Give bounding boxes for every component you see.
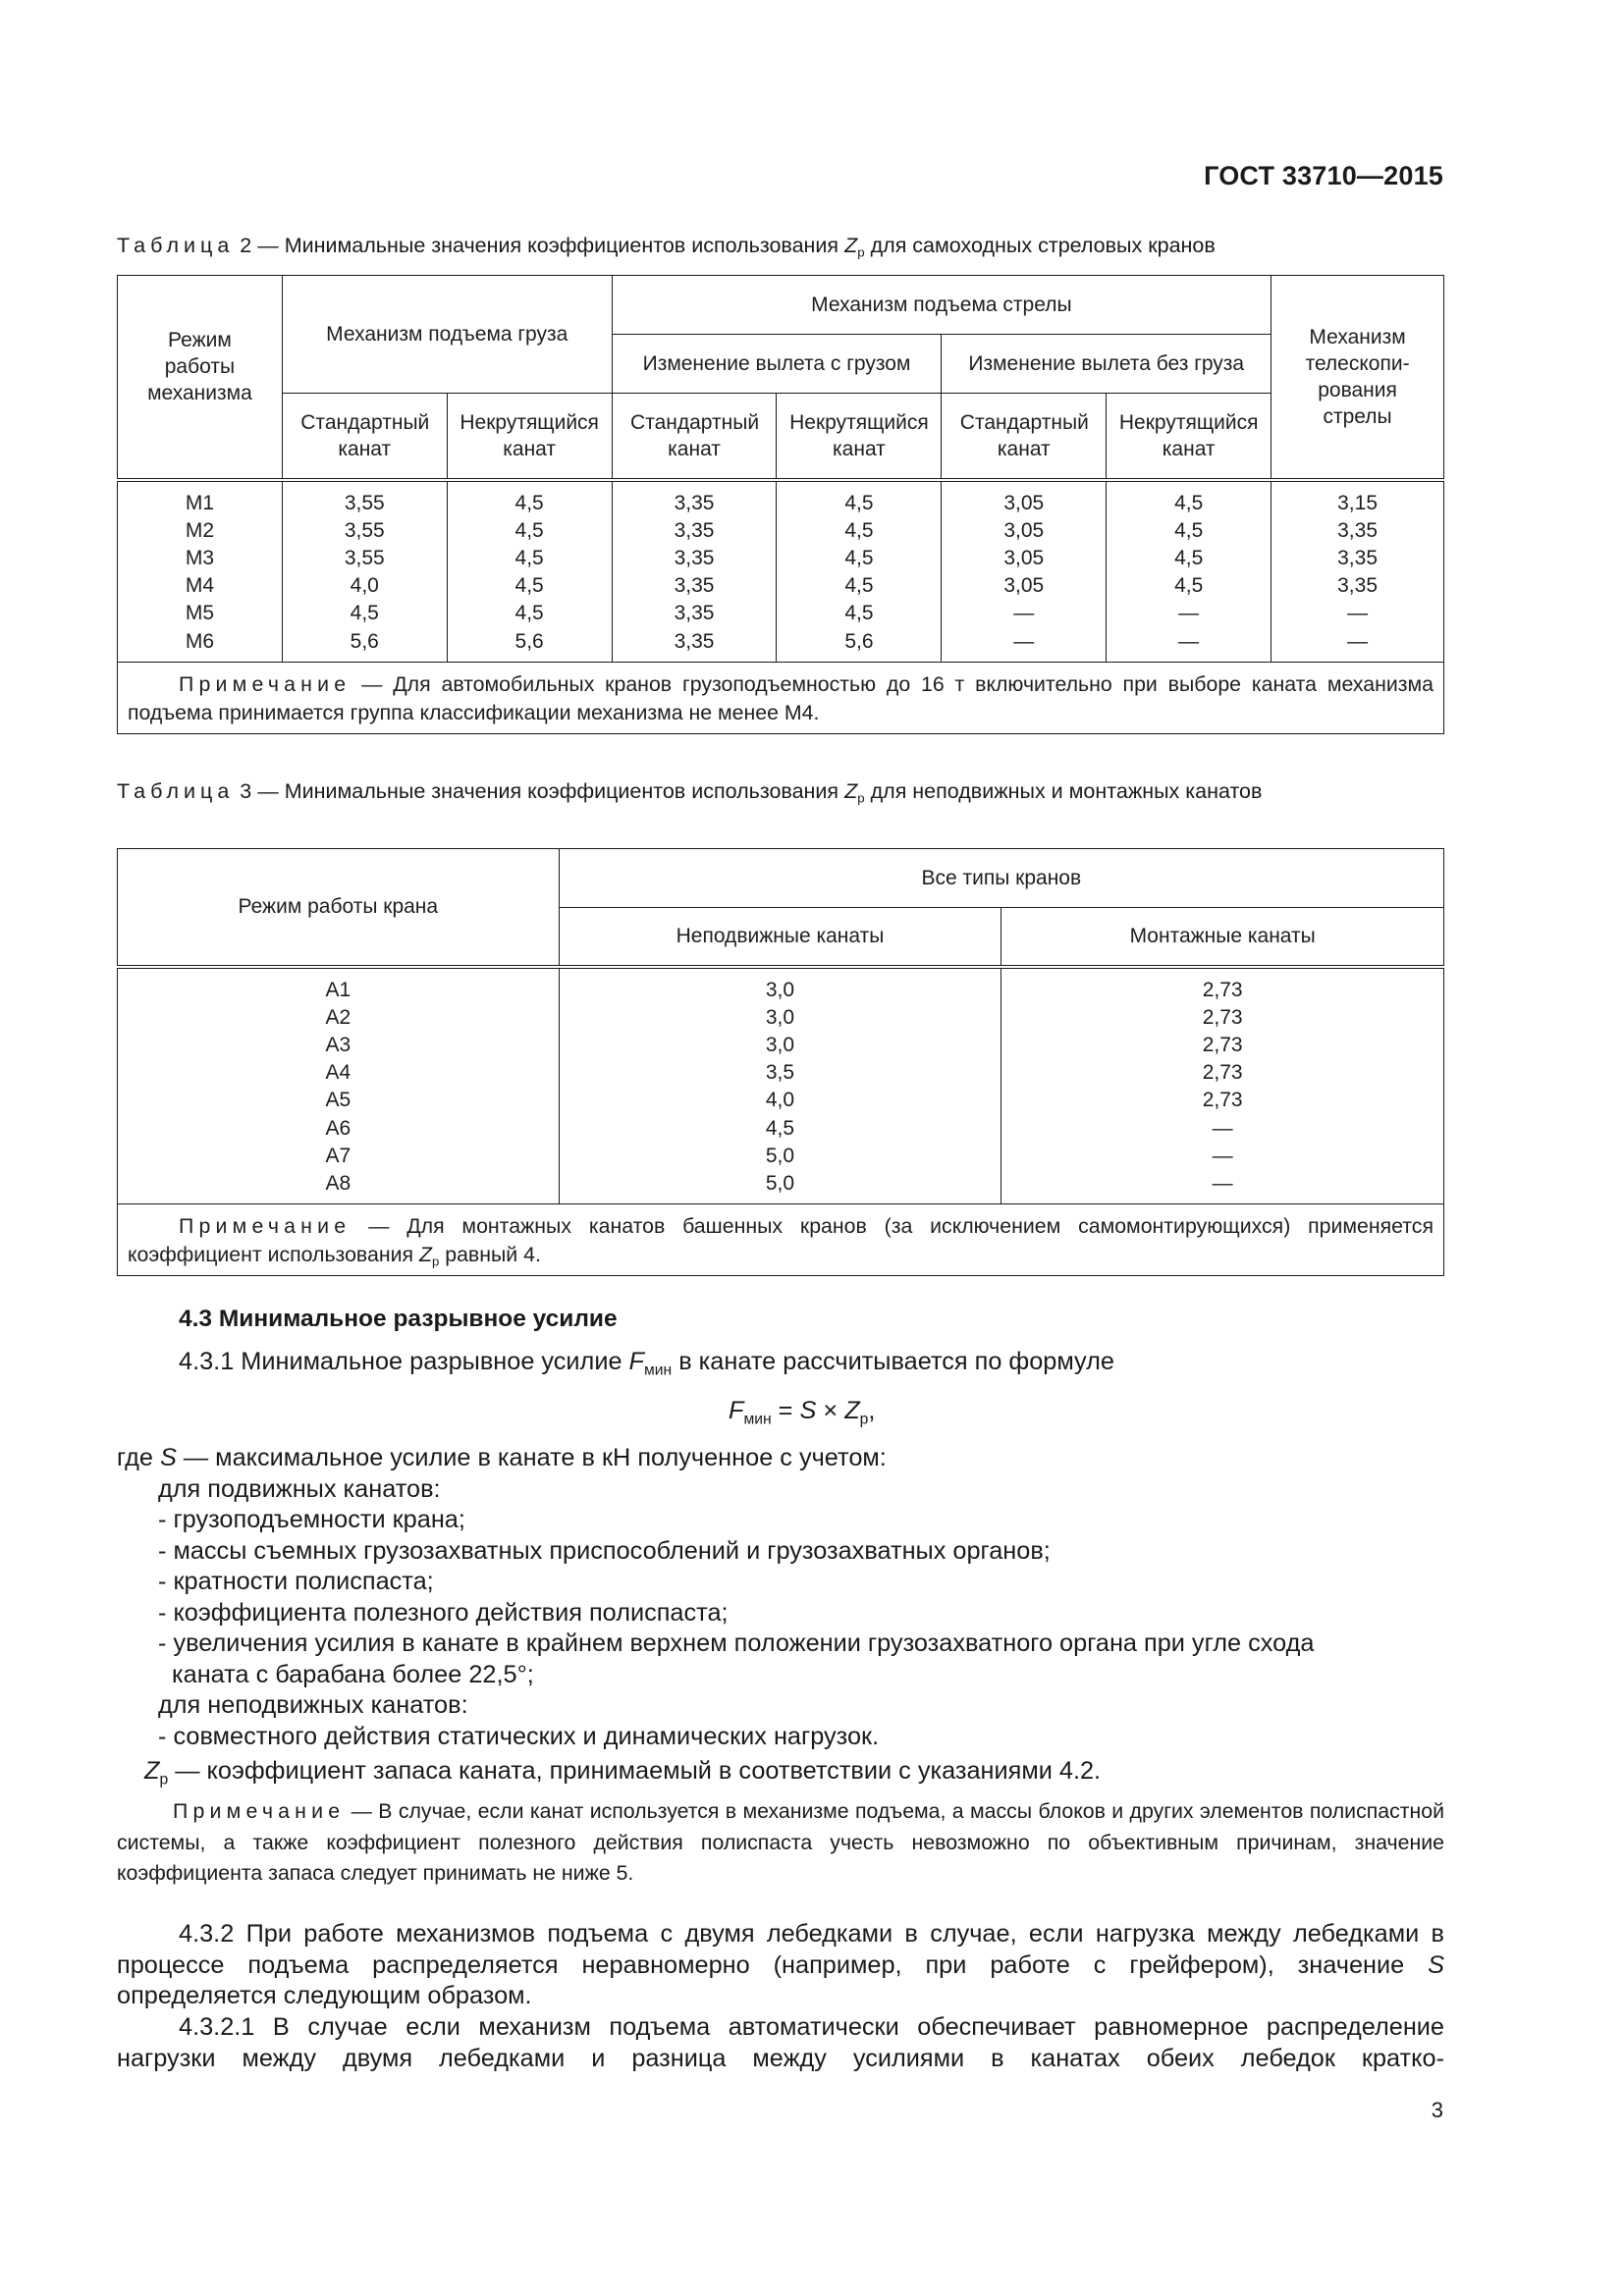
caption-text-end: для самоходных стреловых кранов [864, 234, 1216, 257]
fixed-ropes-label: для неподвижных канатов: [158, 1691, 468, 1719]
section-note: Примечание — В случае, если канат используется в механизме подъема, а массы блоков и других элементов полиспастной системы, а также коэффициент полезного действия полиспаста учесть невозможно по объективным причинам, значение коэффициента запаса следует принимать не ниже 5. [117, 1799, 1444, 1885]
section-heading-4-3: 4.3 Минимальное разрывное усилие [179, 1306, 618, 1332]
table-3 [117, 848, 1444, 1276]
table-2-note: Примечание — Для автомобильных кранов грузоподъемностью до 16 т включительно при выборе каната механизма подъема принимается группа классификации механизма не менее М4. [118, 662, 1444, 733]
header-reach-without-load: Изменение вылета без груза [942, 335, 1271, 394]
paragraph-4-3-1: 4.3.1 Минимальное разрывное усилие $F_{мин}$ в канате рассчитывается по формуле [179, 1348, 1114, 1379]
caption-text-end: для неподвижных и монтажных канатов [864, 779, 1263, 803]
column-reach-noload-nonrotating: 4,5 4,5 4,5 4,5 — — [1107, 480, 1271, 663]
caption-label: Таблица [117, 779, 235, 803]
column-reach-noload-standard: 3,05 3,05 3,05 3,05 — — [942, 480, 1107, 663]
symbol-z: Z [844, 234, 858, 257]
page-number: 3 [1431, 2098, 1443, 2122]
column-crane-mode: A1 A2 A3 A4 A5 A6 A7 A8 [118, 967, 560, 1204]
list-item: - грузоподъемности крана; [158, 1506, 465, 1533]
symbol-sub: p [857, 790, 865, 806]
formula: $F_{мин} = S \times Z_p$, [729, 1397, 876, 1428]
column-reach-load-standard: 3,35 3,35 3,35 3,35 3,35 3,35 [612, 480, 777, 663]
table-3-note: Примечание — Для монтажных канатов башенных кранов (за исключением самомонтирующихся) применяется коэффициент использования $Z_p$ равный 4. [118, 1204, 1444, 1276]
column-telescoping: 3,15 3,35 3,35 3,35 — — [1271, 480, 1444, 663]
moving-ropes-label: для подвижных канатов: [158, 1474, 441, 1503]
header-mode: Режим работы механизма [118, 276, 283, 480]
header-hoist-load: Механизм подъема груза [282, 276, 612, 394]
caption-text: — Минимальные значения коэффициентов использования [251, 779, 845, 803]
caption-text: — Минимальные значения коэффициентов использования [251, 234, 845, 257]
table-3-caption [117, 777, 1444, 806]
paragraph-4-3-2: 4.3.2 При работе механизмов подъема с двумя лебедками в случае, если нагрузка между лебедками в процессе подъема распределяется неравномерно (например, при работе с грейфером), значение S определяется следующим образом. [117, 1920, 1444, 2009]
header-standard-rope: Стандартный канат [282, 394, 447, 480]
list-item: - кратности полиспаста; [158, 1568, 434, 1595]
column-assembly-ropes: 2,73 2,73 2,73 2,73 2,73 — — — [1001, 967, 1444, 1204]
symbol-z: Z [844, 779, 858, 803]
list-item-continuation: каната с барабана более 22,5°; [172, 1660, 534, 1688]
header-all-crane-types: Все типы кранов [559, 849, 1443, 908]
column-hoist-standard: 3,55 3,55 3,55 4,0 4,5 5,6 [282, 480, 447, 663]
column-hoist-nonrotating: 4,5 4,5 4,5 4,5 4,5 5,6 [447, 480, 612, 663]
header-standard-rope: Стандартный канат [942, 394, 1107, 480]
standard-designation: ГОСТ 33710—2015 [1204, 161, 1443, 190]
caption-number: 2 [240, 234, 252, 257]
list-item: - коэффициента полезного действия полиспаста; [158, 1598, 729, 1627]
header-telescoping: Механизм телескопи-рования стрелы [1271, 276, 1444, 480]
symbol-sub: p [857, 244, 865, 260]
where-s-definition: где S — максимальное усилие в канате в кН полученное с учетом: [117, 1444, 887, 1471]
table-2 [117, 275, 1444, 734]
header-boom-lift: Механизм подъема стрелы [612, 276, 1271, 335]
list-item: - совместного действия статических и динамических нагрузок. [158, 1722, 880, 1750]
header-assembly-ropes: Монтажные канаты [1001, 908, 1444, 967]
caption-label: Таблица [117, 234, 235, 257]
list-item: - увеличения усилия в канате в крайнем верхнем положении грузозахватного органа при угле схода [158, 1629, 1315, 1657]
header-nonrotating-rope: Некрутящийся канат [1107, 394, 1271, 480]
caption-number: 3 [240, 779, 252, 803]
header-reach-with-load: Изменение вылета с грузом [612, 335, 942, 394]
header-nonrotating-rope: Некрутящийся канат [777, 394, 942, 480]
column-mode: M1 M2 M3 M4 M5 M6 [118, 480, 283, 663]
column-reach-load-nonrotating: 4,5 4,5 4,5 4,5 4,5 5,6 [777, 480, 942, 663]
header-nonrotating-rope: Некрутящийся канат [447, 394, 612, 480]
table-2-caption [117, 232, 1444, 260]
header-fixed-ropes: Неподвижные канаты [559, 908, 1001, 967]
column-fixed-ropes: 3,0 3,0 3,0 3,5 4,0 4,5 5,0 5,0 [559, 967, 1001, 1204]
list-item: - массы съемных грузозахватных приспособлений и грузозахватных органов; [158, 1536, 1051, 1565]
header-crane-mode: Режим работы крана [118, 849, 560, 967]
paragraph-4-3-2-1: 4.3.2.1 В случае если механизм подъема автоматически обеспечивает равномерное распределение нагрузки между двумя лебедками и разница между усилиями в канатах обеих лебедок кратко- [117, 2013, 1444, 2072]
zp-definition: $Z_p$ — коэффициент запаса каната, принимаемый в соответствии с указаниями 4.2. [144, 1757, 1102, 1789]
header-standard-rope: Стандартный канат [612, 394, 777, 480]
where-definitions [117, 1443, 1444, 1788]
